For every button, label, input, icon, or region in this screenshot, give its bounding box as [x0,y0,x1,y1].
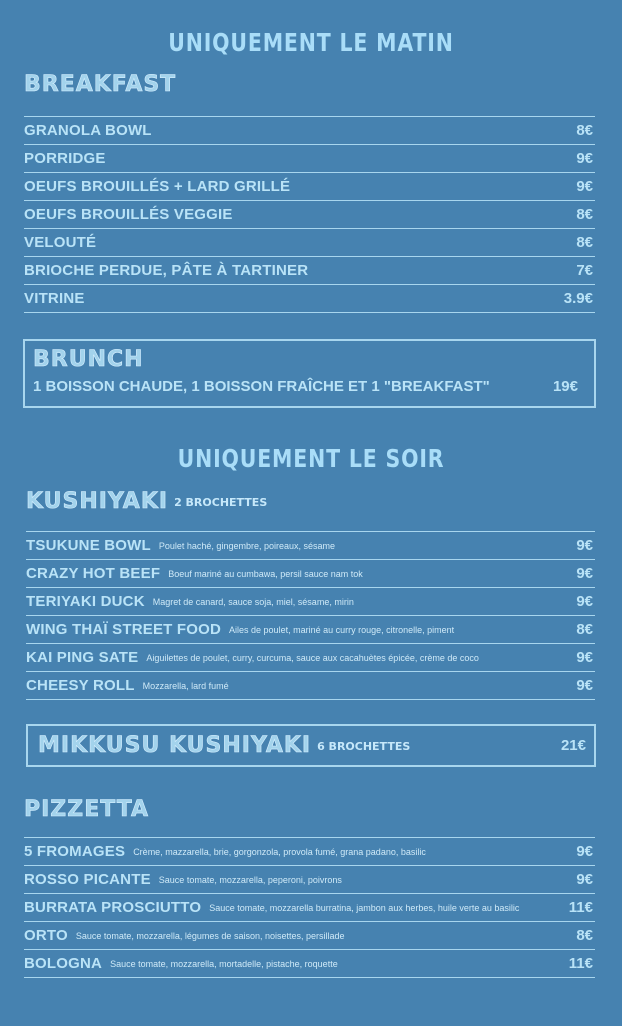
item-name: OEUFS BROUILLÉS + LARD GRILLÉ [24,178,291,195]
brunch-price: 19€ [552,378,578,395]
item-desc: Ailes de poulet, mariné au curry rouge, citronelle, piment [229,624,455,635]
item-desc: Sauce tomate, mozzarella, mortadelle, pistache, roquette [110,958,338,969]
item-price: 11€ [568,955,593,972]
list-item [24,229,595,257]
item-name: ORTO [24,927,68,944]
mikkusu-price: 21€ [560,737,586,754]
list-item [24,922,595,950]
item-desc: Boeuf mariné au cumbawa, persil sauce nam tok [168,568,363,579]
kushiyaki-heading [26,489,267,514]
kushiyaki-list [26,531,595,700]
mikkusu-box [26,724,596,767]
item-name: TERIYAKI DUCK [26,593,145,610]
list-item [24,838,595,866]
item-name: OEUFS BROUILLÉS VEGGIE [24,206,233,223]
list-item [26,588,595,616]
list-item [24,285,595,313]
item-price: 9€ [576,537,593,554]
morning-title: UNIQUEMENT LE MATIN [168,28,454,57]
list-item [26,672,595,700]
item-price: 8€ [576,927,593,944]
item-price: 9€ [576,871,593,888]
item-price: 8€ [576,122,593,139]
list-item [26,616,595,644]
item-name: CRAZY HOT BEEF [26,565,161,582]
item-name: GRANOLA BOWL [24,122,152,139]
item-desc: Poulet haché, gingembre, poireaux, sésame [158,540,335,551]
item-desc: Sauce tomate, mozzarella, peperoni, poivrons [158,874,342,885]
mikkusu-title: MIKKUSU KUSHIYAKI [38,733,312,758]
list-item [24,173,595,201]
item-price: 9€ [576,593,593,610]
brunch-text: 1 BOISSON CHAUDE, 1 BOISSON FRAÎCHE ET 1 "BREAKFAST" [33,378,490,395]
item-name: VITRINE [24,290,85,307]
item-name: TSUKUNE BOWL [26,537,151,554]
list-item [24,257,595,285]
item-desc: Aiguilettes de poulet, curry, curcuma, sauce aux cacahuètes épicée, crème de coco [146,652,479,663]
item-desc: Magret de canard, sauce soja, miel, sésame, mirin [152,596,354,607]
item-name: BRIOCHE PERDUE, PÂTE À TARTINER [24,262,309,279]
list-item [24,866,595,894]
item-name: VELOUTÉ [24,234,97,251]
item-price: 11€ [568,899,593,916]
evening-title: UNIQUEMENT LE SOIR [177,444,445,473]
item-name: BOLOGNA [24,955,103,972]
item-price: 9€ [576,649,593,666]
item-price: 9€ [576,178,593,195]
item-desc: Crème, mazzarella, brie, gorgonzola, provola fumé, grana padano, basilic [133,846,426,857]
kushiyaki-title: KUSHIYAKI [26,489,169,514]
brunch-heading: BRUNCH [33,347,144,372]
pizzetta-heading: PIZZETTA [24,797,150,822]
item-price: 9€ [576,843,593,860]
item-price: 8€ [576,234,593,251]
mikkusu-heading [38,733,410,758]
list-item [24,145,595,173]
item-price: 9€ [576,150,593,167]
item-name: KAI PING SATE [26,649,139,666]
breakfast-heading: BREAKFAST [24,72,177,97]
mikkusu-sub: 6 BROCHETTES [317,740,411,753]
item-price: 8€ [576,206,593,223]
item-name: 5 FROMAGES [24,843,126,860]
item-desc: Mozzarella, lard fumé [142,680,229,691]
list-item [24,894,595,922]
list-item [24,950,595,978]
item-name: PORRIDGE [24,150,106,167]
item-desc: Sauce tomate, mozzarella burratina, jambon aux herbes, huile verte au basilic [209,902,520,913]
item-name: WING THAÏ STREET FOOD [26,621,222,638]
kushiyaki-sub: 2 BROCHETTES [174,496,268,509]
list-item [24,117,595,145]
item-price: 7€ [576,262,593,279]
item-price: 9€ [576,677,593,694]
item-name: CHEESY ROLL [26,677,135,694]
item-price: 3.9€ [563,290,593,307]
breakfast-list [24,116,595,313]
list-item [24,201,595,229]
brunch-box [23,339,596,408]
item-name: ROSSO PICANTE [24,871,151,888]
item-price: 9€ [576,565,593,582]
item-desc: Sauce tomate, mozzarella, légumes de saison, noisettes, persillade [75,930,345,941]
pizzetta-list [24,837,595,978]
item-price: 8€ [576,621,593,638]
list-item [26,560,595,588]
item-name: BURRATA PROSCIUTTO [24,899,202,916]
list-item [26,532,595,560]
list-item [26,644,595,672]
